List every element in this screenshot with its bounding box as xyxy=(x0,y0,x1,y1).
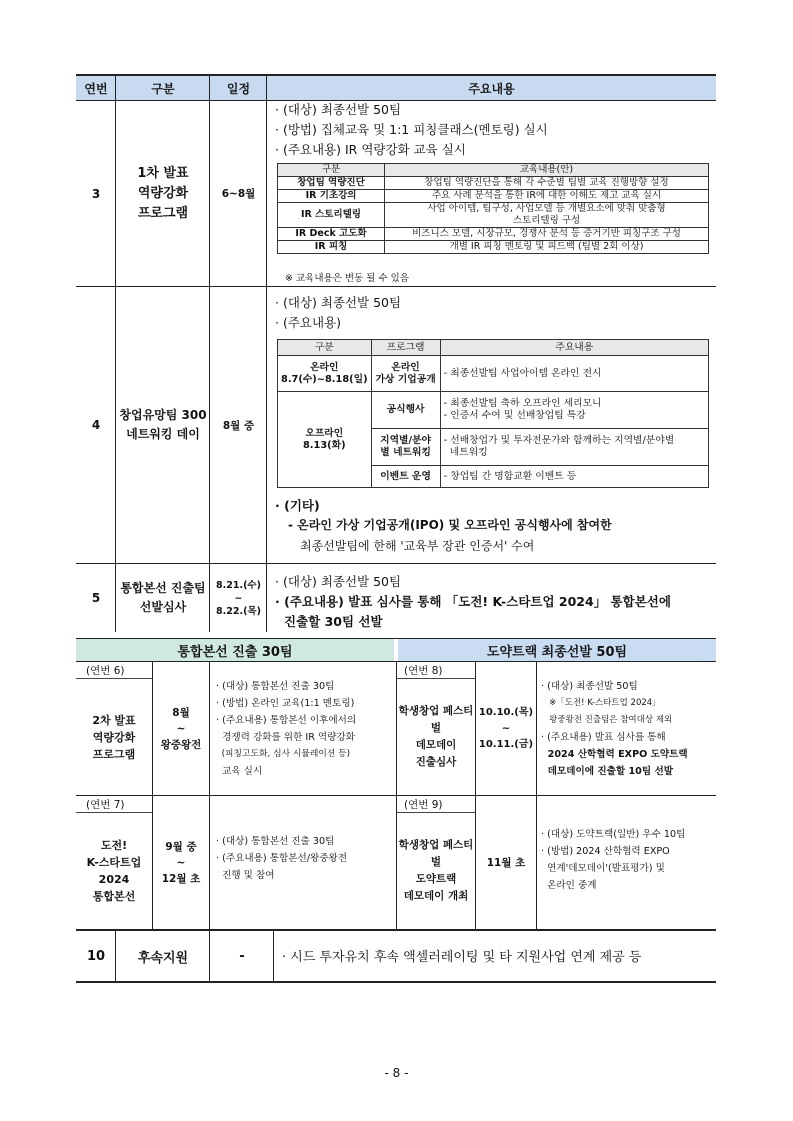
th-category: 구분 xyxy=(278,340,372,356)
bullet: · (대상) 통합본선 진출 30팀 xyxy=(216,836,335,847)
cell: 공식행사 xyxy=(371,392,440,429)
box6-schedule: 8월 ~ 왕중왕전 xyxy=(160,706,202,751)
cell: - 선배창업가 및 투자전문가와 함께하는 지역별/분야별 네트워킹 xyxy=(440,429,708,466)
row3-no: 3 xyxy=(91,186,101,201)
bullet: · (대상) 도약트랙(일반) 우수 10팀 xyxy=(541,829,686,840)
bullet: 진출할 30팀 선발 xyxy=(284,614,383,629)
box8-schedule: 10.10.(목) ~ 10.11.(금) xyxy=(478,706,534,750)
row3-note: ※ 교육내용은 변동 될 수 있음 xyxy=(285,273,410,284)
row5-no: 5 xyxy=(91,591,101,605)
bullet: · (주요내용) IR 역량강화 교육 실시 xyxy=(275,142,466,157)
vline-box-c xyxy=(396,662,397,929)
box7-label: (연번 7) xyxy=(86,799,125,811)
box9-label: (연번 9) xyxy=(404,799,443,811)
cell: 창업팀 역량진단 xyxy=(278,177,385,190)
box6-bullets xyxy=(216,678,356,780)
bullet: · (방법) 2024 산학협력 EXPO xyxy=(541,846,670,857)
bullet: 왕중왕전 진출팀은 참여대상 제외 xyxy=(541,715,673,725)
bullet: · (대상) 최종선발 50팀 xyxy=(541,681,638,692)
cell: 개별 IR 피칭 멘토링 및 피드백 (팀별 2회 이상) xyxy=(385,241,709,254)
th-program: 프로그램 xyxy=(371,340,440,356)
row4-etc-line2: 최종선발팀에 한해 '교육부 장관 인증서' 수여 xyxy=(300,539,535,553)
row4-bullets xyxy=(275,293,401,333)
bullet: 교육 실시 xyxy=(216,766,263,777)
row4-no: 4 xyxy=(91,418,101,432)
cell: 오프라인 8.13(화) xyxy=(278,392,372,488)
bullet: 데모데이에 진출할 10팀 선발 xyxy=(541,766,673,777)
row3-category: 1차 발표 역량강화 프로그램 xyxy=(137,165,189,221)
row4-etc-title: · (기타) xyxy=(275,498,320,513)
bullet: ※「도전! K-스타트업 2024」 xyxy=(541,698,661,708)
th-content: 주요내용 xyxy=(440,340,708,356)
bullet: · (주요내용) 발표 심사를 통해 xyxy=(541,732,666,743)
bullet: · (대상) 최종선발 50팀 xyxy=(275,574,402,589)
row5-category: 통합본선 진출팀 선발심사 xyxy=(120,581,206,614)
bullet: · (방법) 집체교육 및 1:1 피칭클래스(멘토링) 실시 xyxy=(275,122,548,137)
vline-box-e xyxy=(536,662,537,929)
cell: 온라인 8.7(수)~8.18(일) xyxy=(278,356,372,392)
box9-category: 학생창업 페스티벌 도약트랙 데모데이 개최 xyxy=(398,839,474,902)
box6-label: (연번 6) xyxy=(86,665,125,677)
bullet: 진행 및 참여 xyxy=(216,870,275,881)
box7-schedule: 9월 중 ~ 12월 초 xyxy=(161,840,201,885)
banner-leap-track: 도약트랙 최종선발 50팀 xyxy=(398,639,716,661)
rule-bottom xyxy=(76,981,716,983)
bullet: · (대상) 통합본선 진출 30팀 xyxy=(216,681,335,692)
cell: - 창업팀 간 명함교환 이벤트 등 xyxy=(440,466,708,488)
cell: IR 피칭 xyxy=(278,241,385,254)
page-number: - 8 - xyxy=(384,1066,409,1080)
cell: IR Deck 고도화 xyxy=(278,228,385,241)
bullet: · (대상) 최종선발 50팀 xyxy=(275,295,402,310)
rule-top xyxy=(76,74,716,76)
row10-no: 10 xyxy=(86,948,106,964)
bullet: 경쟁력 강화를 위한 IR 역량강화 xyxy=(216,732,356,743)
box7-bullets xyxy=(216,833,347,884)
row3-edu-table xyxy=(277,163,709,254)
cell: 지역별/분야 별 네트워킹 xyxy=(371,429,440,466)
cell: - 최종선발팀 축하 오프라인 세리모니 - 인증서 수여 및 선배창업팀 특강 xyxy=(440,392,708,429)
bullet: · (주요내용) 통합본선/왕중왕전 xyxy=(216,853,348,864)
bullet: 온라인 중계 xyxy=(541,880,597,891)
cell: 온라인 가상 기업공개 xyxy=(371,356,440,392)
header-schedule: 일정 xyxy=(226,81,251,96)
vline-r10-3 xyxy=(273,931,274,981)
box8-bullets xyxy=(541,678,688,780)
row4-etc-line1: - 온라인 가상 기업공개(IPO) 및 오프라인 공식행사에 참여한 xyxy=(288,518,612,532)
header-category: 구분 xyxy=(151,81,175,96)
vline-box-b xyxy=(209,662,210,929)
cell: 비즈니스 모델, 시장규모, 경쟁사 분석 등 증거기반 피칭구조 구성 xyxy=(385,228,709,241)
rule-banner-top xyxy=(76,638,716,639)
box8-category: 학생창업 페스티벌 데모데이 진출심사 xyxy=(398,705,474,768)
cell: 창업팀 역량진단을 통해 각 수준별 팀별 교육 진행방향 설정 xyxy=(385,177,709,190)
vline-box-d xyxy=(475,662,476,929)
vline-r10-1 xyxy=(115,931,116,981)
bullet: 2024 산학협력 EXPO 도약트랙 xyxy=(541,749,688,760)
row10-category: 후속지원 xyxy=(137,950,189,966)
bullet: (피칭고도화, 심사 시뮬레이션 등) xyxy=(216,749,351,759)
row5-schedule: 8.21.(수) ~ 8.22.(목) xyxy=(216,579,261,617)
cell: - 최종선발팀 사업아이템 온라인 전시 xyxy=(440,356,708,392)
row10-schedule: - xyxy=(239,948,245,964)
bullet: · (방법) 온라인 교육(1:1 멘토링) xyxy=(216,698,355,709)
header-no: 연번 xyxy=(84,81,108,96)
row10-content: · 시드 투자유치 후속 액셀러레이팅 및 타 지원사업 연계 제공 등 xyxy=(282,950,642,965)
row3-bullets xyxy=(275,100,548,160)
th-category: 구분 xyxy=(278,164,385,177)
box8-label: (연번 8) xyxy=(404,665,443,677)
banner-main-final: 통합본선 진출 30팀 xyxy=(76,639,394,661)
header-content: 주요내용 xyxy=(468,81,515,96)
th-content: 교육내용(안) xyxy=(385,164,709,177)
box6-category: 2차 발표 역량강화 프로그램 xyxy=(92,713,136,761)
cell: 사업 아이템, 팀구성, 사업모델 등 개별요소에 맞춰 맞춤형 스토리텔링 구성 xyxy=(385,203,709,228)
box7-category: 도전! K-스타트업 2024 통합본선 xyxy=(86,839,142,903)
row5-bullets xyxy=(275,572,671,632)
cell: 이벤트 운영 xyxy=(371,466,440,488)
row4-program-table xyxy=(277,339,709,488)
cell: 주요 사례 분석을 통한 IR에 대한 이해도 제고 교육 실시 xyxy=(385,190,709,203)
row3-schedule: 6~8월 xyxy=(221,188,256,200)
cell: IR 스토리텔링 xyxy=(278,203,385,228)
box9-schedule: 11월 초 xyxy=(486,857,526,869)
bullet: · (대상) 최종선발 50팀 xyxy=(275,102,402,117)
vline-r10-2 xyxy=(209,931,210,981)
bullet: 연계'데모데이'(발표평가) 및 xyxy=(541,863,665,874)
row4-schedule: 8월 중 xyxy=(222,419,255,432)
vline-box-a xyxy=(152,662,153,929)
bullet: · (주요내용) 발표 심사를 통해 「도전! K-스타트업 2024」 통합본선에 xyxy=(275,594,671,609)
row4-category: 창업유망팀 300 네트워킹 데이 xyxy=(119,408,207,441)
box9-bullets xyxy=(541,826,685,894)
bullet: · (주요내용) 통합본선 이후에서의 xyxy=(216,715,357,726)
cell: IR 기초강의 xyxy=(278,190,385,203)
bullet: · (주요내용) xyxy=(275,315,342,330)
